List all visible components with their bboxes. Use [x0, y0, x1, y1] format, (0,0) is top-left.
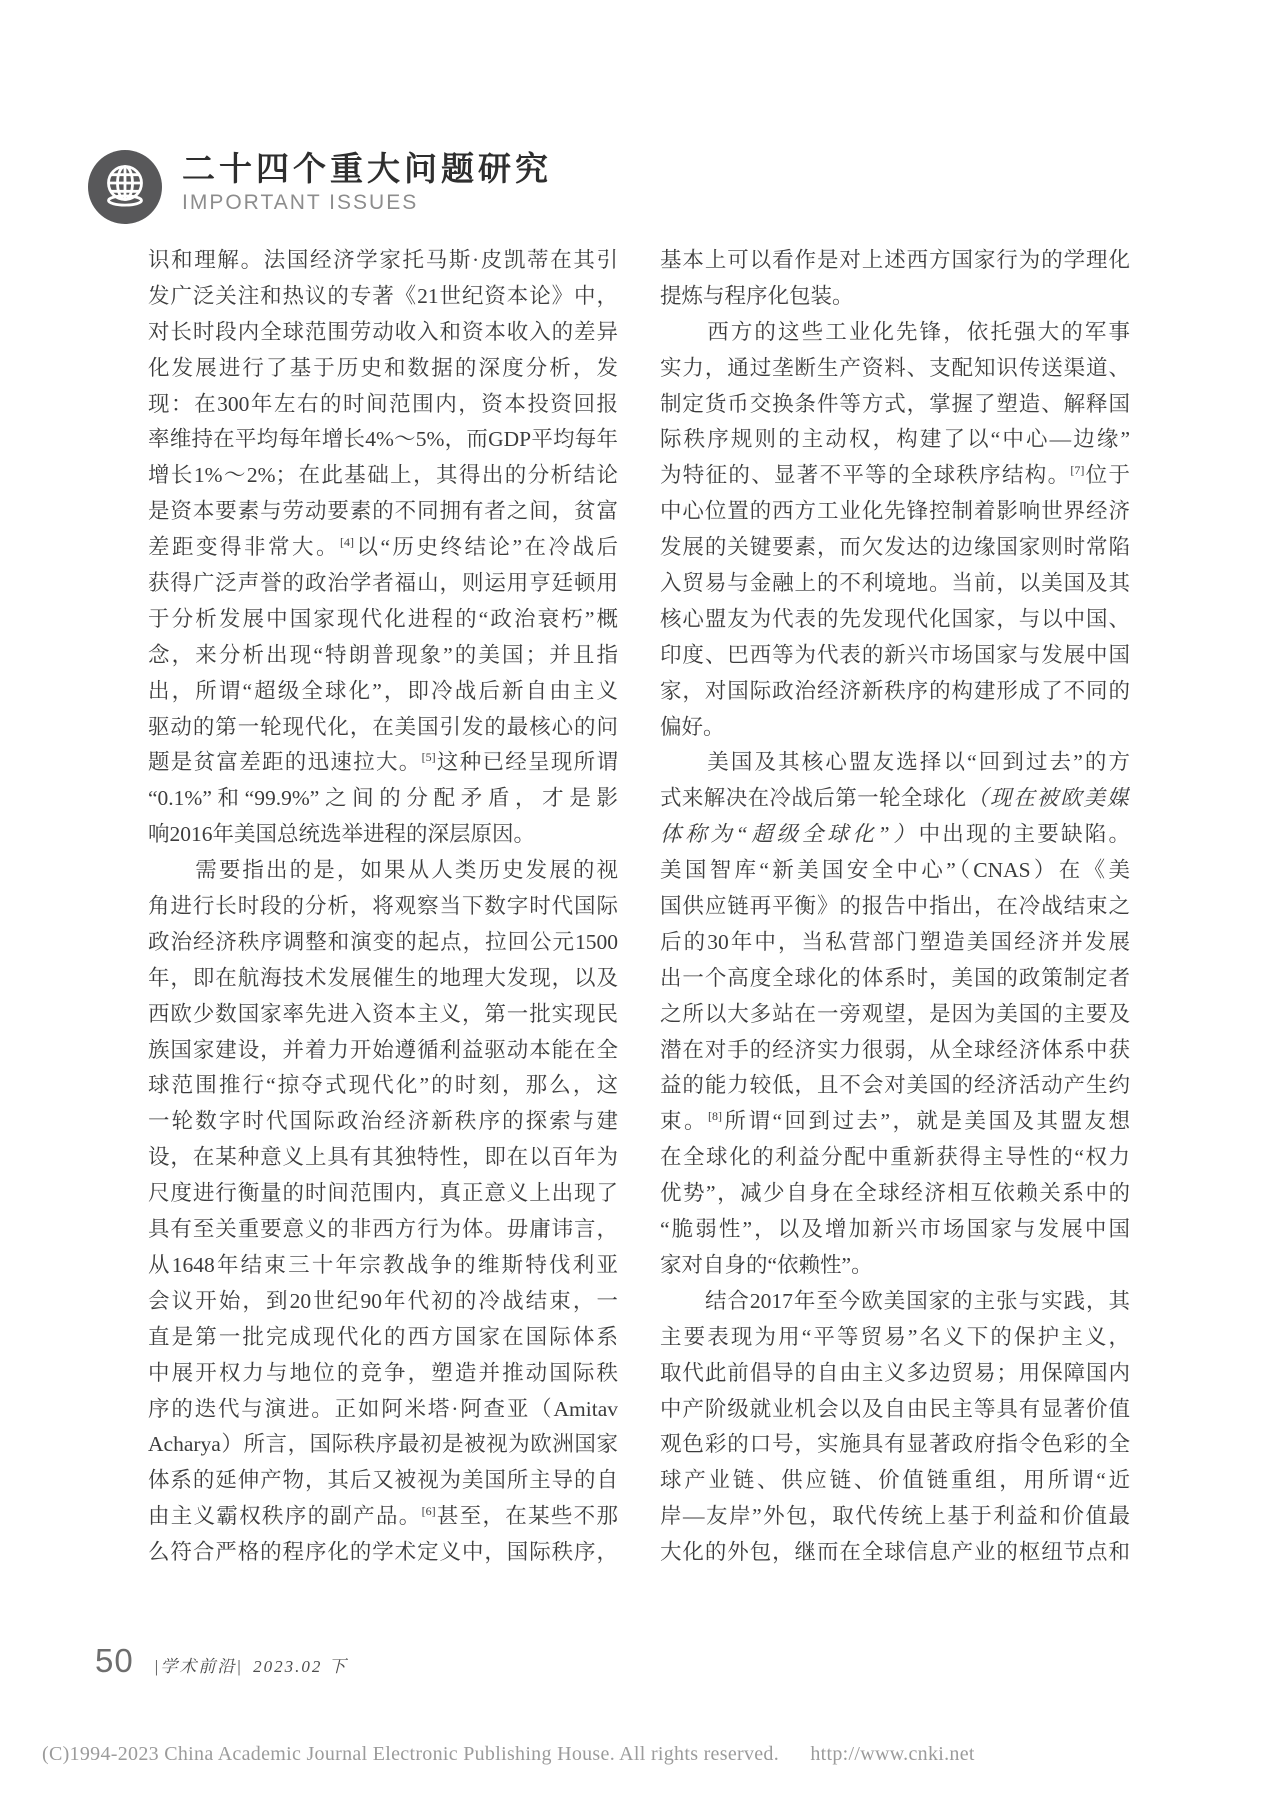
text-line: 么符合严格的程序化的学术定义中，国际秩序， — [148, 1540, 618, 1565]
text-line: 率维持在平均每年增长4%～5%，而GDP平均每年 — [148, 427, 618, 452]
text-line: 偏好。 — [660, 714, 725, 739]
page-footer — [95, 1642, 348, 1680]
text-line: 印度、巴西等为代表的新兴市场国家与发展中国 — [660, 642, 1130, 667]
text-line: 球范围推行“掠夺式现代化”的时刻，那么，这 — [148, 1073, 618, 1098]
left-column — [148, 243, 618, 1571]
text-line: 出一个高度全球化的体系时，美国的政策制定者 — [660, 965, 1130, 990]
text-line: 制定货币交换条件等方式，掌握了塑造、解释国 — [660, 391, 1130, 416]
text-line: 现：在300年左右的时间范围内，资本投资回报 — [148, 391, 618, 416]
header-titles — [182, 152, 552, 215]
text-line: 族国家建设，并着力开始遵循利益驱动本能在全 — [148, 1037, 618, 1062]
text-line: 体称为“超级全球化”）中出现的主要缺陷。 — [660, 822, 1130, 847]
section-title-cn: 二十四个重大问题研究 — [182, 152, 552, 188]
text-line: 题是贫富差距的迅速拉大。[5]这种已经呈现所谓 — [148, 750, 618, 775]
footnote-ref: [6] — [421, 1504, 436, 1519]
text-line: Acharya）所言，国际秩序最初是被视为欧洲国家 — [148, 1432, 618, 1457]
text-line: 大化的外包，继而在全球信息产业的枢纽节点和 — [660, 1540, 1130, 1565]
text-line: 国供应链再平衡》的报告中指出，在冷战结束之 — [660, 894, 1130, 919]
text-line: 发广泛关注和热议的专著《21世纪资本论》中， — [148, 283, 618, 308]
text-line: 获得广泛声誉的政治学者福山，则运用亨廷顿用 — [148, 571, 618, 596]
text-line: 需要指出的是，如果从人类历史发展的视 — [148, 858, 618, 883]
text-line: 中心位置的西方工业化先锋控制着影响世界经济 — [660, 499, 1130, 524]
text-line: 对长时段内全球范围劳动收入和资本收入的差异 — [148, 319, 618, 344]
globe-icon — [88, 150, 162, 224]
text-line: 岸—友岸”外包，取代传统上基于利益和价值最 — [660, 1504, 1130, 1529]
text-line: 设，在某种意义上具有其独特性，即在以百年为 — [148, 1145, 618, 1170]
text-line: 驱动的第一轮现代化，在美国引发的最核心的问 — [148, 714, 618, 739]
right-column — [660, 243, 1130, 1571]
section-title-en: IMPORTANT ISSUES — [182, 191, 419, 215]
text-line: 观色彩的口号，实施具有显著政府指令色彩的全 — [660, 1432, 1130, 1457]
text-line: 家，对国际政治经济新秩序的构建形成了不同的 — [660, 678, 1130, 703]
text-line: 是资本要素与劳动要素的不同拥有者之间，贫富 — [148, 499, 618, 524]
text-line: 念，来分析出现“特朗普现象”的美国；并且指 — [148, 642, 618, 667]
text-line: 年，即在航海技术发展催生的地理大发现，以及 — [148, 965, 618, 990]
text-line: 束。[8]所谓“回到过去”，就是美国及其盟友想 — [660, 1109, 1130, 1134]
copyright-line — [42, 1743, 975, 1766]
text-line: 美国及其核心盟友选择以“回到过去”的方 — [660, 750, 1130, 775]
text-line: 化发展进行了基于历史和数据的深度分析，发 — [148, 355, 618, 380]
text-line: 主要表现为用“平等贸易”名义下的保护主义， — [660, 1324, 1130, 1349]
journal-issue: 2023.02 下 — [253, 1657, 348, 1676]
text-line: 中产阶级就业机会以及自由民主等具有显著价值 — [660, 1396, 1130, 1421]
text-line: 实力，通过垄断生产资料、支配知识传送渠道、 — [660, 355, 1130, 380]
copyright-text: (C)1994-2023 China Academic Journal Electronic Publishing House. All rights reserved. — [42, 1743, 780, 1765]
text-line: 提炼与程序化包装。 — [660, 283, 854, 308]
text-line: “脆弱性”，以及增加新兴市场国家与发展中国 — [660, 1217, 1130, 1242]
text-line: “0.1%”和“99.9%”之间的分配矛盾，才是影 — [148, 786, 618, 811]
text-line: 会议开始，到20世纪90年代初的冷战结束，一 — [148, 1288, 618, 1313]
text-line: 由主义霸权秩序的副产品。[6]甚至，在某些不那 — [148, 1504, 618, 1529]
text-line: 尺度进行衡量的时间范围内，真正意义上出现了 — [148, 1181, 618, 1206]
text-line: 识和理解。法国经济学家托马斯·皮凯蒂在其引 — [148, 248, 618, 272]
text-line: 际秩序规则的主动权，构建了以“中心—边缘” — [660, 427, 1130, 452]
text-line: 潜在对手的经济实力很弱，从全球经济体系中获 — [660, 1037, 1130, 1062]
cnki-url: http://www.cnki.net — [810, 1743, 975, 1765]
text-line: 中展开权力与地位的竞争，塑造并推动国际秩 — [148, 1360, 618, 1385]
text-line: 西欧少数国家率先进入资本主义，第一批实现民 — [148, 1001, 618, 1026]
text-line: 之所以大多站在一旁观望，是因为美国的主要及 — [660, 1001, 1130, 1026]
text-line: 取代此前倡导的自由主义多边贸易；用保障国内 — [660, 1360, 1130, 1385]
text-line: 于分析发展中国家现代化进程的“政治衰朽”概 — [148, 606, 618, 631]
text-line: 发展的关键要素，而欠发达的边缘国家则时常陷 — [660, 535, 1130, 560]
text-line: 增长1%～2%；在此基础上，其得出的分析结论 — [148, 463, 618, 488]
text-line: 后的30年中，当私营部门塑造美国经济并发展 — [660, 929, 1130, 954]
text-line: 为特征的、显著不平等的全球秩序结构。[7]位于 — [660, 463, 1130, 488]
text-line: 序的迭代与演进。正如阿米塔·阿查亚（Amitav — [148, 1396, 618, 1421]
text-line: 基本上可以看作是对上述西方国家行为的学理化 — [660, 248, 1130, 272]
text-line: 核心盟友为代表的先发现代化国家，与以中国、 — [660, 606, 1130, 631]
text-line: 入贸易与金融上的不利境地。当前，以美国及其 — [660, 571, 1130, 596]
text-line: 在全球化的利益分配中重新获得主导性的“权力 — [660, 1145, 1130, 1170]
text-line: 优势”，减少自身在全球经济相互依赖关系中的 — [660, 1181, 1130, 1206]
page-number: 50 — [95, 1642, 134, 1679]
section-header — [88, 150, 552, 224]
text-line: 具有至关重要意义的非西方行为体。毋庸讳言， — [148, 1217, 618, 1242]
text-line: 家对自身的“依赖性”。 — [660, 1252, 873, 1277]
journal-name: |学术前沿| — [153, 1657, 244, 1676]
text-line: 结合2017年至今欧美国家的主张与实践，其 — [660, 1288, 1130, 1313]
footnote-ref: [5] — [421, 750, 436, 765]
text-line: 角进行长时段的分析，将观察当下数字时代国际 — [148, 894, 618, 919]
text-line: 一轮数字时代国际政治经济新秩序的探索与建 — [148, 1109, 618, 1134]
text-line: 球产业链、供应链、价值链重组，用所谓“近 — [660, 1468, 1130, 1493]
text-line: 美国智库“新美国安全中心”（CNAS）在《美 — [660, 858, 1130, 883]
text-line: 直是第一批完成现代化的西方国家在国际体系 — [148, 1324, 618, 1349]
footnote-ref: [8] — [708, 1109, 722, 1124]
text-line: 式来解决在冷战后第一轮全球化（现在被欧美媒 — [660, 786, 1130, 811]
footnote-ref: [4] — [339, 534, 354, 549]
text-line: 响2016年美国总统选举进程的深层原因。 — [148, 822, 536, 847]
text-line: 出，所谓“超级全球化”，即冷战后新自由主义 — [148, 678, 618, 703]
text-line: 益的能力较低，且不会对美国的经济活动产生约 — [660, 1073, 1130, 1098]
text-line: 西方的这些工业化先锋，依托强大的军事 — [660, 319, 1130, 344]
text-line: 政治经济秩序调整和演变的起点，拉回公元1500 — [148, 929, 618, 954]
text-line: 从1648年结束三十年宗教战争的维斯特伐利亚 — [148, 1252, 618, 1277]
footnote-ref: [7] — [1070, 463, 1085, 478]
text-line: 差距变得非常大。[4]以“历史终结论”在冷战后 — [148, 534, 618, 560]
text-line: 体系的延伸产物，其后又被视为美国所主导的自 — [148, 1468, 618, 1493]
